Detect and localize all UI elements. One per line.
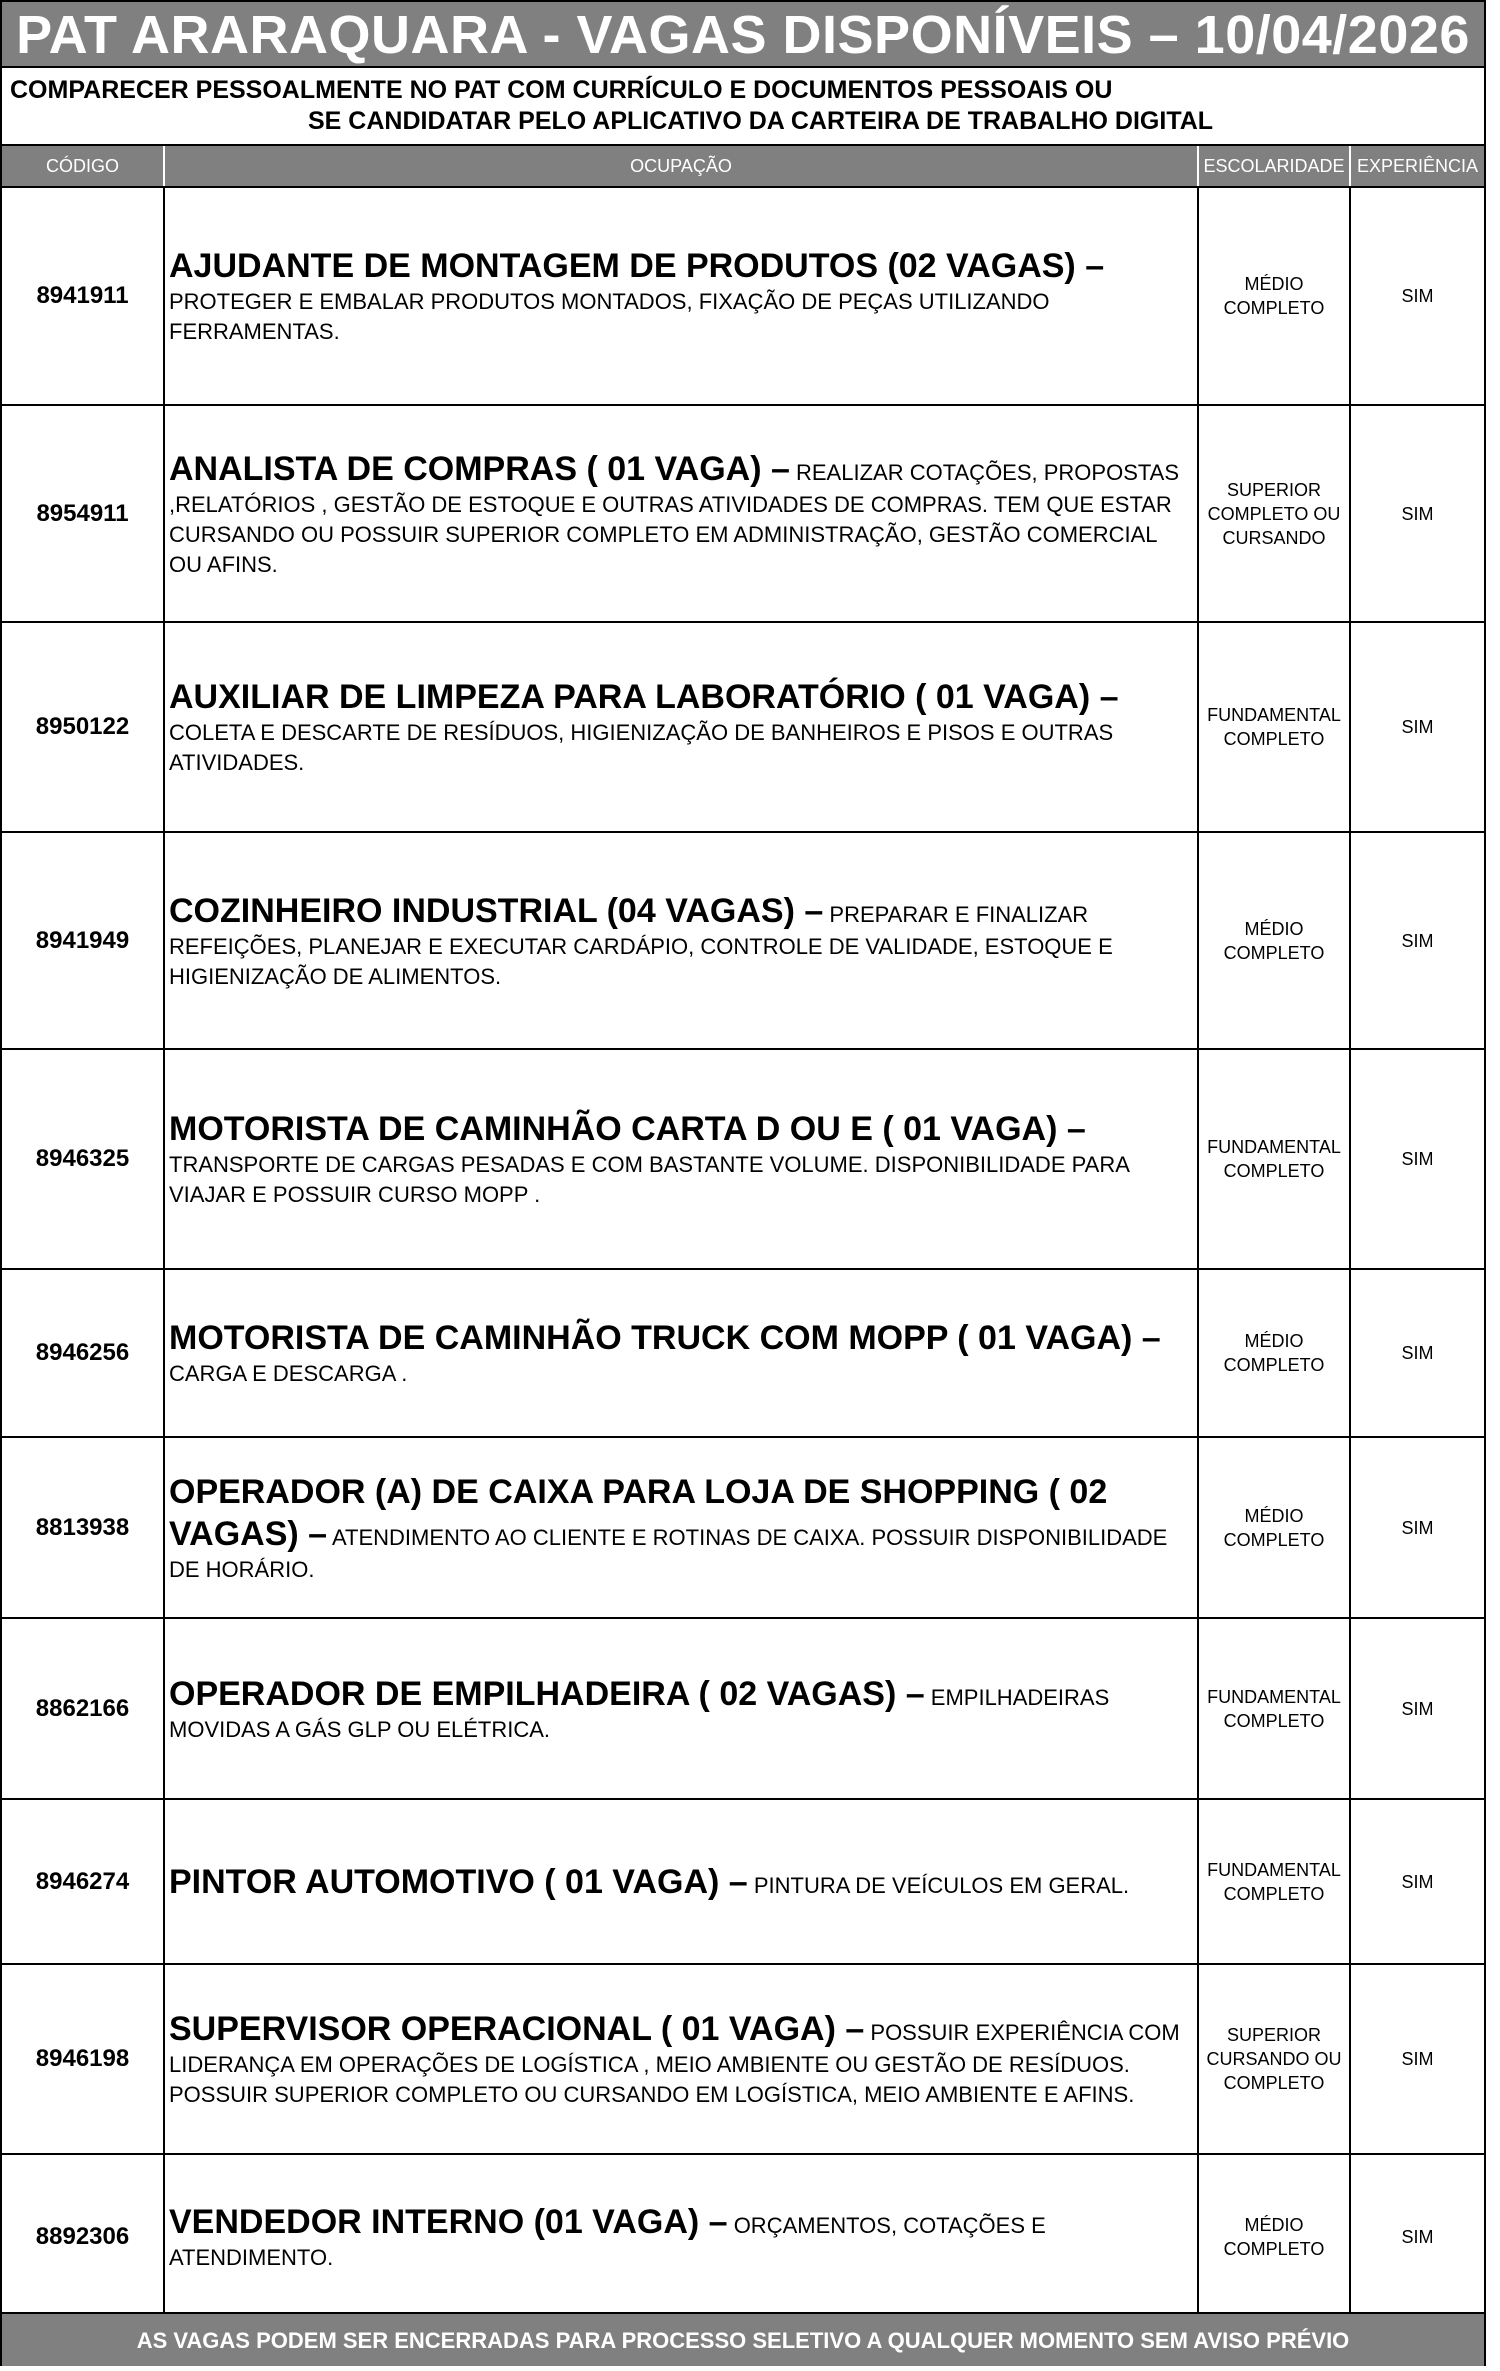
column-header-occupation: OCUPAÇÃO — [164, 146, 1198, 187]
job-experience: SIM — [1350, 187, 1484, 405]
job-role: SUPERVISOR OPERACIONAL ( 01 VAGA) – — [169, 2010, 865, 2048]
job-experience: SIM — [1350, 622, 1484, 832]
job-description: REALIZAR COTAÇÕES, PROPOSTAS ,RELATÓRIOS , GESTÃO DE ESTOQUE E OUTRAS ATIVIDADES DE COMPRAS. TEM QUE ESTAR CURSANDO OU POSSUIR SUPERIOR COMPLETO EM ADMINISTRAÇÃO, GESTÃO COMERCIAL OU AFINS. — [169, 459, 1180, 577]
job-role: COZINHEIRO INDUSTRIAL (04 VAGAS) – — [169, 891, 824, 930]
column-header-experience: EXPERIÊNCIA — [1350, 146, 1484, 187]
job-education: MÉDIO COMPLETO — [1198, 1437, 1350, 1618]
job-occupation — [164, 622, 1198, 832]
job-experience: SIM — [1350, 832, 1484, 1049]
job-role: PINTOR AUTOMOTIVO ( 01 VAGA) – — [169, 1862, 748, 1901]
job-occupation — [164, 1437, 1198, 1618]
job-experience: SIM — [1350, 1437, 1484, 1618]
job-code: 8946198 — [2, 1964, 164, 2154]
column-header-education: ESCOLARIDADE — [1198, 146, 1350, 187]
job-role: MOTORISTA DE CAMINHÃO TRUCK COM MOPP ( 01 VAGA) – — [169, 1319, 1161, 1357]
job-role: AJUDANTE DE MONTAGEM DE PRODUTOS (02 VAGAS) – — [169, 247, 1105, 285]
instructions — [2, 68, 1484, 146]
job-occupation — [164, 1799, 1198, 1964]
table-row — [2, 2154, 1484, 2320]
table-row — [2, 405, 1484, 622]
job-education: SUPERIOR CURSANDO OU COMPLETO — [1198, 1964, 1350, 2154]
job-education: MÉDIO COMPLETO — [1198, 832, 1350, 1049]
job-role: MOTORISTA DE CAMINHÃO CARTA D OU E ( 01 VAGA) – — [169, 1110, 1086, 1148]
vacancies-table — [2, 146, 1484, 2321]
job-code: 8941949 — [2, 832, 164, 1049]
table-header-row — [2, 146, 1484, 187]
table-row — [2, 1049, 1484, 1269]
job-code: 8950122 — [2, 622, 164, 832]
job-description: COLETA E DESCARTE DE RESÍDUOS, HIGIENIZAÇÃO DE BANHEIROS E PISOS E OUTRAS ATIVIDADES. — [169, 720, 1114, 775]
job-role: VENDEDOR INTERNO (01 VAGA) – — [169, 2203, 728, 2241]
job-experience: SIM — [1350, 1049, 1484, 1269]
column-header-code: CÓDIGO — [2, 146, 164, 187]
job-occupation — [164, 1269, 1198, 1437]
job-occupation — [164, 1049, 1198, 1269]
job-occupation — [164, 1964, 1198, 2154]
table-row — [2, 1269, 1484, 1437]
job-experience: SIM — [1350, 2154, 1484, 2320]
job-experience: SIM — [1350, 1964, 1484, 2154]
job-description: PROTEGER E EMBALAR PRODUTOS MONTADOS, FIXAÇÃO DE PEÇAS UTILIZANDO FERRAMENTAS. — [169, 289, 1050, 344]
job-occupation — [164, 1618, 1198, 1799]
instruction-line-1: COMPARECER PESSOALMENTE NO PAT COM CURRÍCULO E DOCUMENTOS PESSOAIS OU — [10, 76, 1113, 104]
job-code: 8941911 — [2, 187, 164, 405]
job-occupation — [164, 832, 1198, 1049]
job-code: 8954911 — [2, 405, 164, 622]
job-code: 8813938 — [2, 1437, 164, 1618]
table-row — [2, 1618, 1484, 1799]
job-code: 8946325 — [2, 1049, 164, 1269]
job-education: FUNDAMENTAL COMPLETO — [1198, 1799, 1350, 1964]
table-row — [2, 1799, 1484, 1964]
job-education: SUPERIOR COMPLETO OU CURSANDO — [1198, 405, 1350, 622]
job-code: 8862166 — [2, 1618, 164, 1799]
job-education: MÉDIO COMPLETO — [1198, 187, 1350, 405]
job-description: PINTURA DE VEÍCULOS EM GERAL. — [753, 1872, 1130, 1898]
job-description: EMPILHADEIRAS MOVIDAS A GÁS GLP OU ELÉTRICA. — [169, 1684, 1110, 1742]
table-row — [2, 832, 1484, 1049]
job-experience: SIM — [1350, 1618, 1484, 1799]
job-education: FUNDAMENTAL COMPLETO — [1198, 1618, 1350, 1799]
job-education: MÉDIO COMPLETO — [1198, 1269, 1350, 1437]
job-occupation — [164, 187, 1198, 405]
job-role: AUXILIAR DE LIMPEZA PARA LABORATÓRIO ( 01 VAGA) – — [169, 678, 1119, 716]
job-description: PREPARAR E FINALIZAR REFEIÇÕES, PLANEJAR E EXECUTAR CARDÁPIO, CONTROLE DE VALIDADE, ESTOQUE E HIGIENIZAÇÃO DE ALIMENTOS. — [169, 901, 1113, 989]
job-code: 8892306 — [2, 2154, 164, 2320]
table-row — [2, 622, 1484, 832]
job-occupation — [164, 405, 1198, 622]
job-description: TRANSPORTE DE CARGAS PESADAS E COM BASTANTE VOLUME. DISPONIBILIDADE PARA VIAJAR E POSSUIR CURSO MOPP . — [169, 1152, 1129, 1207]
job-description: ORÇAMENTOS, COTAÇÕES E ATENDIMENTO. — [169, 2213, 1046, 2270]
job-education: FUNDAMENTAL COMPLETO — [1198, 622, 1350, 832]
instruction-line-2: SE CANDIDATAR PELO APLICATIVO DA CARTEIRA DE TRABALHO DIGITAL — [308, 107, 1214, 135]
job-experience: SIM — [1350, 1269, 1484, 1437]
job-code: 8946256 — [2, 1269, 164, 1437]
table-row — [2, 1437, 1484, 1618]
table-row — [2, 187, 1484, 405]
job-occupation — [164, 2154, 1198, 2320]
job-role: OPERADOR DE EMPILHADEIRA ( 02 VAGAS) – — [169, 1674, 925, 1713]
table-row — [2, 1964, 1484, 2154]
page-title: PAT ARARAQUARA - VAGAS DISPONÍVEIS – 10/04/2026 — [2, 2, 1484, 68]
job-experience: SIM — [1350, 405, 1484, 622]
footer-notice: AS VAGAS PODEM SER ENCERRADAS PARA PROCESSO SELETIVO A QUALQUER MOMENTO SEM AVISO PRÉVIO — [2, 2312, 1484, 2366]
job-description: ATENDIMENTO AO CLIENTE E ROTINAS DE CAIXA. POSSUIR DISPONIBILIDADE DE HORÁRIO. — [169, 1524, 1168, 1582]
job-experience: SIM — [1350, 1799, 1484, 1964]
job-description: CARGA E DESCARGA . — [169, 1361, 408, 1386]
job-role: ANALISTA DE COMPRAS ( 01 VAGA) – — [169, 449, 790, 488]
job-description: POSSUIR EXPERIÊNCIA COM LIDERANÇA EM OPERAÇÕES DE LOGÍSTICA , MEIO AMBIENTE OU GESTÃO DE RESÍDUOS. POSSUIR SUPERIOR COMPLETO OU CURSANDO EM LOGÍSTICA, MEIO AMBIENTE E AFINS. — [169, 2020, 1180, 2107]
job-education: MÉDIO COMPLETO — [1198, 2154, 1350, 2320]
job-role: OPERADOR (A) DE CAIXA PARA LOJA DE SHOPPING ( 02 VAGAS) – — [169, 1472, 1108, 1553]
job-education: FUNDAMENTAL COMPLETO — [1198, 1049, 1350, 1269]
job-code: 8946274 — [2, 1799, 164, 1964]
